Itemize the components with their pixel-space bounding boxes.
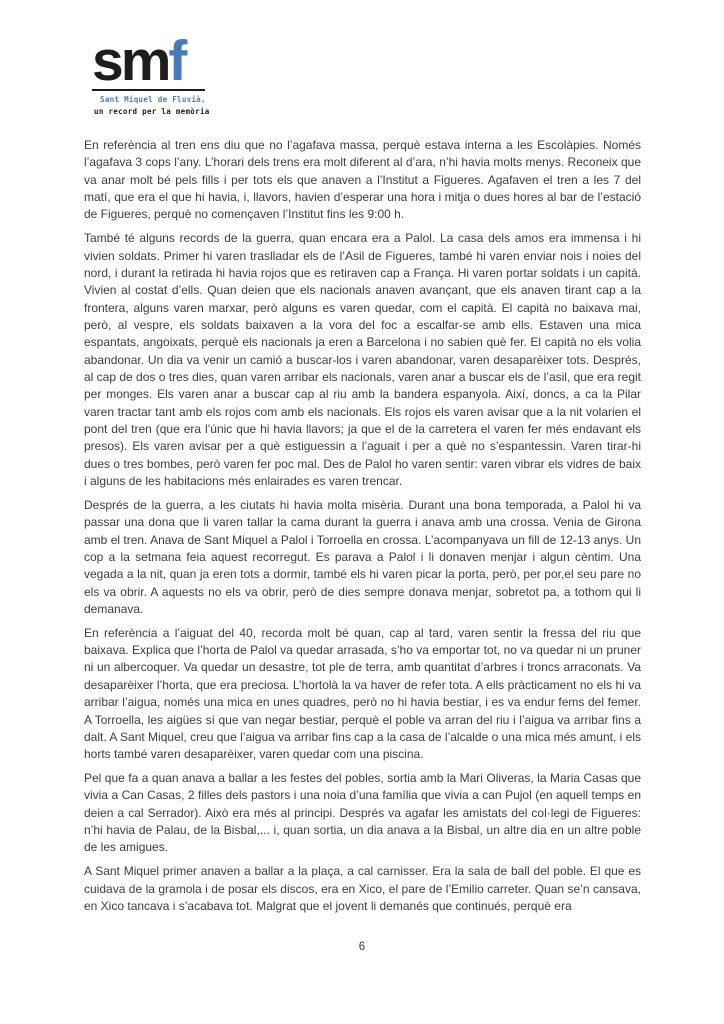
logo-letter-f: f <box>168 29 185 93</box>
paragraph-postwar-misery: Després de la guerra, a les ciutats hi havia molta misèria. Durant una bona temporada, a Palol hi va passar una dona que li varen tallar la cama durant la guerra i anava amb una crossa. Venia de Girona amb el tren. Anava de Sant Miquel a Palol i Torroella en crossa. L’acompanyava un fill de 12-13 anys. Un cop a la setmana feia aquest recorregut. Es parava a Palol i li donaven menjar i algun cèntim. Una vegada a la nit, quan ja eren tots a dormir, també els hi varen picar la porta, però, per por,el seu pare no els va obrir. A aquests no els va obrir, però de dies sempre donava menjar, sobretot pa, a tothom qui li demanava. <box>84 497 641 616</box>
logo-wordmark <box>92 29 232 93</box>
page-number: 6 <box>358 941 366 953</box>
logo-subtitle-line1: Sant Miquel de Fluvià, <box>100 95 206 104</box>
paragraph-village-dances: Pel que fa a quan anava a ballar a les festes del pobles, sortia amb la Mari Oliveras, la Maria Casas que vivia a Can Casas, 2 filles dels pastors i una noia d’una família que vivia a can Pujol (en aquell temps en deien a cal Serrador). Això era més al principi. Després va agafar les amistats del col·legi de Figueres: n’hi havia de Palau, de la Bisbal,... i, quan sortia, un dia anava a la Bisbal, un altre dia en un altre poble de les amigues. <box>84 771 641 855</box>
paragraph-sant-miquel-dance-hall: A Sant Miquel primer anaven a ballar a la plaça, a cal carnisser. Era la sala de ball del poble. El que es cuidava de la gramola i de posar els discos, era en Xico, el pare de l’Emilio carreter. Quan se’n cansava, en Xico tancava i s’acabava tot. Malgrat que el jovent li demanés que continués, perquè era <box>84 864 641 913</box>
logo-letters-sm: sm <box>92 29 169 93</box>
paragraph-war-memories: També té alguns records de la guerra, quan encara era a Palol. La casa dels amos era immensa i hi vivien soldats. Primer hi varen traslladar els de l’Asil de Figueres, també hi varen enviar nois i noies del nord, i durant la retirada hi havia rojos que es retiraven cap a França. Hi varen portar soldats i un capità. Vivien al costat d’ells. Quan deien que els nacionals anaven avançant, que els anaven tirant cap a la frontera, alguns varen marxar, però alguns es varen quedar, com el capità. El capità no baixava mai, però, al vespre, els soldats baixaven a la vora del foc a escalfar-se amb ells. Estaven una mica espantats, angoixats, perquè els nacionals ja eren a Barcelona i no sabien què fer. El capità no els volia abandonar. Un dia va venir un camió a buscar-los i varen abandonar, varen desaparèixer tots. Després, al cap de dos o tres dies, quan varen arribar els nacionals, varen anar a buscar els de l’asil, que era regit per monges. Els varen anar a buscar cap al riu amb la bandera espanyola. Així, doncs, a ca la Pilar varen tractar tant amb els rojos com amb els nacionals. Els rojos els varen avisar que a la nit volarien el pont del tren (que era l’únic que hi havia llavors; ja que el de la carretera el varen fer més endavant els presos). Els varen avisar per a què estiguessin a l’aguait i per a què no s’espantessin. Varen tirar-hi dues o tres bombes, però varen fer poc mal. Des de Palol ho varen sentir: varen vibrar els vidres de baix i alguns de les habitacions més enlairades es varen trencar. <box>84 231 641 489</box>
paragraph-train: En referència al tren ens diu que no l’agafava massa, perquè estava interna a les Escolàpies. Només l’agafava 3 cops l’any. L’horari dels trens era molt diferent al d’ara, n’hi havia molts menys. Reconeix que va anar molt bé pels fills i per tots els que anaven a l’Institut a Figueres. Agafaven el tren a les 7 del matí, que era el que hi havia, i, llavors, havien d’esperar una hora i mitja o dues hores al bar de l’estació de Figueres, perquè no començaven l’Institut fins les 9:00 h. <box>84 138 641 222</box>
page-footer <box>0 941 724 953</box>
document-body <box>84 137 641 922</box>
logo-subtitle-line2: un record per la memòria <box>94 106 210 116</box>
smf-logo <box>92 29 232 116</box>
paragraph-flood-of-40: En referència a l’aiguat del 40, recorda molt bé quan, cap al tard, varen sentir la fressa del riu que baixava. Explica que l’horta de Palol va quedar arrasada, s’ho va emportar tot, no va quedar ni un pruner ni un albercoquer. Va quedar un desastre, tot ple de terra, amb quantitat d’arbres i troncs arraconats. Va desaparèixer l’horta, que era preciosa. L’hortolà la va haver de refer tota. A ells pràcticament no els hi va arribar l’aigua, només una mica en unes quadres, però no hi havia bestiar, i es va endur fems del femer. A Torroella, les aigües sí que van negar bestiar, perquè el poble va arran del riu i l’aigua va arribar fins a dalt. A Sant Miquel, creu que l’aigua va arribar fins cap a la casa de l’alcalde o una mica més amunt, i els horts també varen desaparèixer, varen quedar com una piscina. <box>84 625 642 762</box>
